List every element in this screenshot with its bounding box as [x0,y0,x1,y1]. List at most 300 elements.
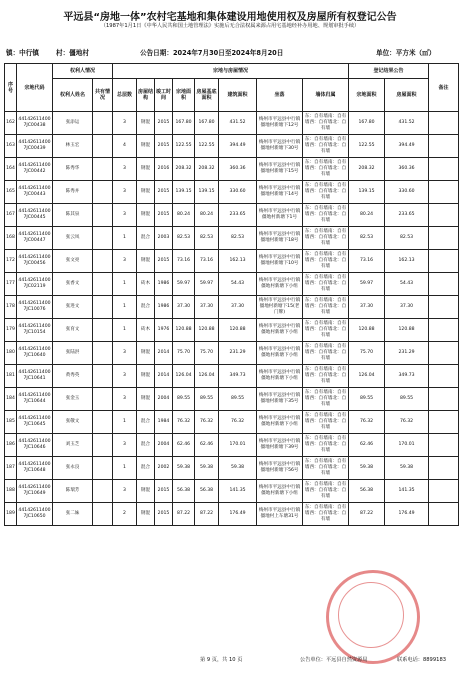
floors-cell: 3 [113,480,137,503]
land-area-cell: 122.55 [173,135,195,158]
base-area-cell: 75.70 [195,342,219,365]
year-cell: 2002 [155,457,173,480]
reg-land-cell: 56.38 [349,480,385,503]
rights-cell: 东：自有墙南：自有墙西：自有墙北：自有墙 [303,503,349,526]
reg-house-cell: 59.38 [385,457,429,480]
land-area-cell: 80.24 [173,204,195,227]
seq-cell: 181 [5,365,17,388]
coowner-cell [93,135,113,158]
code-cell: 441426114007JC10644 [17,388,53,411]
build-area-cell: 141.35 [219,480,257,503]
remark-cell [429,181,459,204]
code-cell: 441426114007JC10076 [17,296,53,319]
reg-house-cell: 54.43 [385,273,429,296]
code-cell: 441426114007JC10154 [17,319,53,342]
build-area-cell: 170.01 [219,434,257,457]
build-area-cell: 162.13 [219,250,257,273]
reg-land-cell: 76.32 [349,411,385,434]
remark-cell [429,135,459,158]
location-cell: 梅州市平远县中行镇僵地村上车塘31号 [257,503,303,526]
rights-cell: 东：自有墙南：自有墙西：自有墙北：自有墙 [303,434,349,457]
base-area-cell: 167.80 [195,112,219,135]
year-cell: 1986 [155,296,173,319]
base-area-cell: 59.97 [195,273,219,296]
build-area-cell: 82.53 [219,227,257,250]
coowner-cell [93,158,113,181]
remark-cell [429,457,459,480]
owner-cell: 张金玉 [53,388,93,411]
table-row [5,227,459,250]
reg-house-cell: 176.49 [385,503,429,526]
col-reg-group: 登记结果公告 [349,64,429,79]
owner-cell: 张文亮 [53,250,93,273]
contact-phone: 联系电话：8899183 [397,657,447,663]
coowner-cell [93,112,113,135]
year-cell: 2015 [155,204,173,227]
land-area-cell: 62.46 [173,434,195,457]
floors-cell: 3 [113,250,137,273]
col-floors: 总层数 [113,79,137,112]
structure-cell: 钢混 [137,503,155,526]
col-land-group: 宗地与房屋情况 [113,64,349,79]
reg-house-cell: 120.88 [385,319,429,342]
coowner-cell [93,480,113,503]
year-cell: 2015 [155,250,173,273]
owner-cell: 张敬文 [53,411,93,434]
remark-cell [429,388,459,411]
col-build-area: 建筑面积 [219,79,257,112]
reg-land-cell: 126.04 [349,365,385,388]
table-row [5,457,459,480]
land-area-cell: 73.16 [173,250,195,273]
build-area-cell: 89.55 [219,388,257,411]
structure-cell: 钢混 [137,388,155,411]
floors-cell: 1 [113,411,137,434]
col-location: 坐落 [257,79,303,112]
coowner-cell [93,434,113,457]
base-area-cell: 120.88 [195,319,219,342]
col-reg-house: 房屋面积 [385,79,429,112]
rights-cell: 东：自有墙南：自有墙西：自有墙北：自有墙 [303,388,349,411]
reg-house-cell: 82.53 [385,227,429,250]
col-rights: 墙体归属 [303,79,349,112]
unit-label: 单位：平方米（㎡） [376,49,436,57]
coowner-cell [93,342,113,365]
coowner-cell [93,503,113,526]
land-area-cell: 208.32 [173,158,195,181]
floors-cell: 2 [113,503,137,526]
col-seq: 序号 [5,64,17,112]
owner-cell: 陈瑞芳 [53,480,93,503]
rights-cell: 东：自有墙南：自有墙西：自有墙北：自有墙 [303,457,349,480]
seq-cell: 180 [5,342,17,365]
seq-cell: 163 [5,135,17,158]
owner-cell: 陈其泉 [53,204,93,227]
owner-cell: 林玉宏 [53,135,93,158]
col-reg-land: 宗地面积 [349,79,385,112]
reg-land-cell: 73.16 [349,250,385,273]
remark-cell [429,250,459,273]
rights-cell: 东：自有墙南：自有墙西：自有墙北：自有墙 [303,135,349,158]
coowner-cell [93,296,113,319]
reg-land-cell: 167.80 [349,112,385,135]
build-area-cell: 431.52 [219,112,257,135]
base-area-cell: 89.55 [195,388,219,411]
table-row [5,319,459,342]
land-area-cell: 56.38 [173,480,195,503]
owner-cell: 张香文 [53,273,93,296]
reg-land-cell: 122.55 [349,135,385,158]
structure-cell: 混合 [137,227,155,250]
notice-title: 平远县“房地一体”农村宅基地和集体建设用地使用权及房屋所有权登记公告 [63,12,397,23]
location-cell: 梅州市平远县中行镇僵地村新塘下小组 [257,365,303,388]
notice-subtitle: （1987年1月1日《中华人民共和国土地管理法》实施后无合法权属来源占用宅基地经补办用地、规划审批手续） [100,23,360,29]
reg-land-cell: 89.55 [349,388,385,411]
reg-land-cell: 59.38 [349,457,385,480]
code-cell: 441426114007JC10645 [17,411,53,434]
table-row [5,112,459,135]
seq-cell: 184 [5,388,17,411]
reg-land-cell: 208.32 [349,158,385,181]
reg-land-cell: 80.24 [349,204,385,227]
build-area-cell: 233.65 [219,204,257,227]
base-area-cell: 62.46 [195,434,219,457]
location-cell: 梅州市平远县中行镇僵地村新塘下18号 [257,227,303,250]
location-cell: 梅州市平远县中行镇僵地村新塘下小组 [257,480,303,503]
registration-table [4,63,459,526]
owner-cell: 陈秀华 [53,158,93,181]
location-cell: 梅州市平远县中行镇僵地村新塘下小组 [257,411,303,434]
remark-cell [429,342,459,365]
reg-house-cell: 394.49 [385,135,429,158]
year-cell: 2015 [155,503,173,526]
land-area-cell: 59.97 [173,273,195,296]
table-row [5,181,459,204]
year-cell: 2015 [155,135,173,158]
build-area-cell: 37.30 [219,296,257,319]
code-cell: 441426114007JC00438 [17,112,53,135]
reg-house-cell: 330.60 [385,181,429,204]
rights-cell: 东：自有墙南：自有墙西：自有墙北：自有墙 [303,250,349,273]
reg-house-cell: 431.52 [385,112,429,135]
code-cell: 441426114007JC00447 [17,227,53,250]
coowner-cell [93,457,113,480]
table-row [5,158,459,181]
period-label: 公告日期：2024年7月30日至2024年8月20日 [140,49,284,57]
location-cell: 梅州市平远县中行镇僵地村新塘下39号 [257,434,303,457]
table-row [5,135,459,158]
remark-cell [429,319,459,342]
base-area-cell: 37.30 [195,296,219,319]
location-cell: 梅州市平远县中行镇僵地村新塘下12号 [257,112,303,135]
seq-cell: 167 [5,204,17,227]
seq-cell: 186 [5,434,17,457]
reg-house-cell: 76.32 [385,411,429,434]
reg-house-cell: 349.73 [385,365,429,388]
code-cell: 441426114007JC00442 [17,158,53,181]
code-cell: 441426114007JC10648 [17,457,53,480]
code-cell: 441426114007JC10650 [17,503,53,526]
year-cell: 2004 [155,388,173,411]
base-area-cell: 56.38 [195,480,219,503]
structure-cell: 钢混 [137,365,155,388]
base-area-cell: 139.15 [195,181,219,204]
location-cell: 梅州市平远县中行镇僵地村新塘下30号 [257,135,303,158]
year-cell: 1984 [155,411,173,434]
rights-cell: 东：自有墙南：自有墙西：自有墙北：自有墙 [303,227,349,250]
base-area-cell: 73.16 [195,250,219,273]
land-area-cell: 37.30 [173,296,195,319]
structure-cell: 钢混 [137,158,155,181]
reg-house-cell: 360.36 [385,158,429,181]
rights-cell: 东：自有墙南：自有墙西：自有墙北：自有墙 [303,273,349,296]
rights-cell: 东：自有墙南：自有墙西：自有墙北：自有墙 [303,181,349,204]
col-land-area: 宗地面积 [173,79,195,112]
build-area-cell: 120.88 [219,319,257,342]
code-cell: 441426114007JC00439 [17,135,53,158]
floors-cell: 1 [113,296,137,319]
reg-house-cell: 141.35 [385,480,429,503]
structure-cell: 钢混 [137,480,155,503]
remark-cell [429,365,459,388]
col-base-area: 房屋基底面积 [195,79,219,112]
code-cell: 441426114007JC10646 [17,434,53,457]
floors-cell: 3 [113,158,137,181]
coowner-cell [93,365,113,388]
land-area-cell: 89.55 [173,388,195,411]
coowner-cell [93,411,113,434]
owner-cell: 张云凤 [53,227,93,250]
land-area-cell: 82.53 [173,227,195,250]
owner-cell: 黄秀英 [53,365,93,388]
floors-cell: 1 [113,319,137,342]
coowner-cell [93,273,113,296]
col-year: 竣工时间 [155,79,173,112]
reg-land-cell: 62.46 [349,434,385,457]
owner-cell: 张进文 [53,296,93,319]
seq-cell: 179 [5,319,17,342]
table-row [5,503,459,526]
code-cell: 441426114007JC10649 [17,480,53,503]
structure-cell: 混合 [137,411,155,434]
table-row [5,480,459,503]
build-area-cell: 394.49 [219,135,257,158]
table-row [5,434,459,457]
page-number: 第 9 页，共 10 页 [200,657,243,663]
coowner-cell [93,319,113,342]
structure-cell: 砖木 [137,319,155,342]
table-row [5,273,459,296]
reg-land-cell: 139.15 [349,181,385,204]
location-cell: 梅州市平远县中行镇僵地村新塘下小组 [257,319,303,342]
seq-cell: 164 [5,158,17,181]
col-owner: 权利人姓名 [53,79,93,112]
remark-cell [429,227,459,250]
owner-cell: 张添运 [53,112,93,135]
year-cell: 2015 [155,112,173,135]
floors-cell: 3 [113,434,137,457]
reg-house-cell: 37.30 [385,296,429,319]
floors-cell: 3 [113,181,137,204]
code-cell: 441426114007JC10641 [17,365,53,388]
floors-cell: 3 [113,365,137,388]
rights-cell: 东：自有墙南：自有墙西：自有墙北：自有墙 [303,296,349,319]
structure-cell: 混合 [137,457,155,480]
rights-cell: 东：自有墙南：自有墙西：自有墙北：自有墙 [303,112,349,135]
remark-cell [429,273,459,296]
build-area-cell: 360.36 [219,158,257,181]
build-area-cell: 349.73 [219,365,257,388]
seq-cell: 168 [5,227,17,250]
rights-cell: 东：自有墙南：自有墙西：自有墙北：自有墙 [303,158,349,181]
code-cell: 441426114007JC00456 [17,250,53,273]
land-area-cell: 126.04 [173,365,195,388]
col-structure: 房屋结构 [137,79,155,112]
structure-cell: 钢混 [137,112,155,135]
seq-cell: 162 [5,112,17,135]
table-row [5,204,459,227]
base-area-cell: 80.24 [195,204,219,227]
remark-cell [429,296,459,319]
rights-cell: 东：自有墙南：自有墙西：自有墙北：自有墙 [303,411,349,434]
floors-cell: 4 [113,135,137,158]
base-area-cell: 122.55 [195,135,219,158]
reg-land-cell: 59.97 [349,273,385,296]
table-row [5,411,459,434]
code-cell: 441426114007JC00443 [17,181,53,204]
structure-cell: 钢混 [137,135,155,158]
structure-cell: 钢混 [137,181,155,204]
year-cell: 2015 [155,181,173,204]
publisher: 公告单位：平远县自然资源局 [300,657,368,663]
build-area-cell: 76.32 [219,411,257,434]
build-area-cell: 330.60 [219,181,257,204]
coowner-cell [93,250,113,273]
floors-cell: 1 [113,457,137,480]
base-area-cell: 87.22 [195,503,219,526]
structure-cell: 钢混 [137,342,155,365]
reg-house-cell: 89.55 [385,388,429,411]
code-cell: 441426114007JC02119 [17,273,53,296]
rights-cell: 东：自有墙南：自有墙西：自有墙北：自有墙 [303,365,349,388]
table-row [5,250,459,273]
reg-land-cell: 87.22 [349,503,385,526]
official-seal-inner-ring [338,582,404,648]
table-row [5,342,459,365]
rights-cell: 东：自有墙南：自有墙西：自有墙北：自有墙 [303,342,349,365]
seq-cell: 189 [5,503,17,526]
base-area-cell: 82.53 [195,227,219,250]
land-area-cell: 59.38 [173,457,195,480]
floors-cell: 3 [113,204,137,227]
remark-cell [429,480,459,503]
remark-cell [429,434,459,457]
build-area-cell: 231.29 [219,342,257,365]
owner-cell: 刘玉芝 [53,434,93,457]
floors-cell: 3 [113,112,137,135]
col-coowner: 共有情况 [93,79,113,112]
structure-cell: 钢混 [137,204,155,227]
floors-cell: 1 [113,227,137,250]
coowner-cell [93,181,113,204]
seq-cell: 165 [5,181,17,204]
year-cell: 2003 [155,227,173,250]
col-code: 宗地代码 [17,64,53,112]
reg-land-cell: 37.30 [349,296,385,319]
rights-cell: 东：自有墙南：自有墙西：自有墙北：自有墙 [303,319,349,342]
location-cell: 梅州市平远县中行镇僵地村新塘下15号 [257,158,303,181]
remark-cell [429,204,459,227]
seq-cell: 177 [5,273,17,296]
table-row [5,365,459,388]
structure-cell: 砖木 [137,273,155,296]
village-label: 村：僵地村 [56,49,89,57]
land-area-cell: 167.80 [173,112,195,135]
floors-cell: 1 [113,273,137,296]
seq-cell: 172 [5,250,17,273]
remark-cell [429,503,459,526]
reg-house-cell: 233.65 [385,204,429,227]
reg-land-cell: 82.53 [349,227,385,250]
land-area-cell: 87.22 [173,503,195,526]
coowner-cell [93,227,113,250]
build-area-cell: 59.38 [219,457,257,480]
year-cell: 1986 [155,273,173,296]
col-remark: 备注 [429,64,459,112]
code-cell: 441426114007JC10640 [17,342,53,365]
town-label: 镇：中行镇 [6,49,39,57]
location-cell: 梅州市平远县中行镇僵地村新塘下小组 [257,273,303,296]
location-cell: 梅州市平远县中行镇僵地村新塘下1号 [257,204,303,227]
base-area-cell: 59.38 [195,457,219,480]
year-cell: 2014 [155,342,173,365]
location-cell: 梅州市平远县中行镇僵地村新塘下14号 [257,181,303,204]
year-cell: 1976 [155,319,173,342]
reg-house-cell: 170.01 [385,434,429,457]
year-cell: 2004 [155,434,173,457]
col-rights-group: 权利人情况 [53,64,113,79]
reg-house-cell: 162.13 [385,250,429,273]
seq-cell: 178 [5,296,17,319]
owner-cell: 陈秀并 [53,181,93,204]
year-cell: 2014 [155,365,173,388]
land-area-cell: 120.88 [173,319,195,342]
rights-cell: 东：自有墙南：自有墙西：自有墙北：自有墙 [303,204,349,227]
structure-cell: 混合 [137,434,155,457]
structure-cell: 混合 [137,296,155,319]
owner-cell: 张陆洪 [53,342,93,365]
floors-cell: 3 [113,388,137,411]
code-cell: 441426114007JC00445 [17,204,53,227]
base-area-cell: 208.32 [195,158,219,181]
land-area-cell: 75.70 [173,342,195,365]
coowner-cell [93,388,113,411]
reg-land-cell: 75.70 [349,342,385,365]
table-row [5,388,459,411]
remark-cell [429,411,459,434]
year-cell: 2016 [155,158,173,181]
reg-land-cell: 120.88 [349,319,385,342]
owner-cell: 张永良 [53,457,93,480]
base-area-cell: 126.04 [195,365,219,388]
owner-cell: 张二妹 [53,503,93,526]
reg-house-cell: 231.29 [385,342,429,365]
seq-cell: 187 [5,457,17,480]
floors-cell: 3 [113,342,137,365]
base-area-cell: 76.32 [195,411,219,434]
location-cell: 梅州市平远县中行镇僵地村新塘下56号 [257,457,303,480]
owner-cell: 张育文 [53,319,93,342]
